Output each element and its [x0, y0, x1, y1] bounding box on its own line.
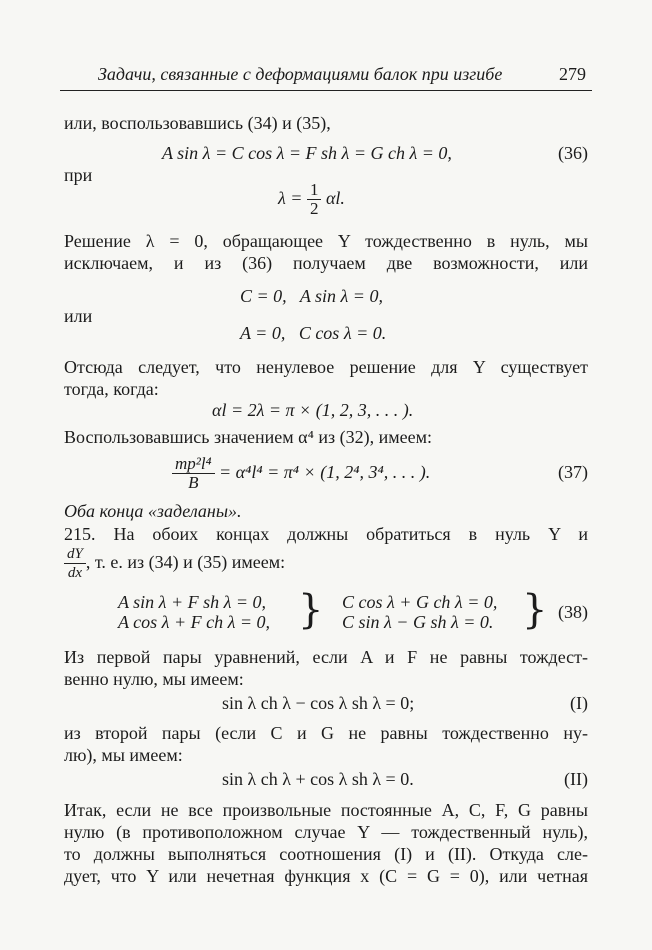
- equation-lambda: [278, 180, 345, 218]
- text-line: или: [64, 306, 93, 326]
- brace-right: }: [522, 587, 548, 633]
- text-line: тогда, когда:: [64, 379, 159, 399]
- text-line: нулю (в противоположном случае Y — тождественный нуль),: [64, 822, 588, 842]
- equation-I: sin λ ch λ − cos λ sh λ = 0;: [222, 693, 415, 713]
- equation-37: [172, 452, 430, 492]
- equation-number: (37): [558, 462, 588, 482]
- equation-38-right: [342, 592, 497, 632]
- equation-case-2: A = 0, C cos λ = 0.: [240, 323, 387, 343]
- equation-case-1: C = 0, A sin λ = 0,: [240, 286, 383, 306]
- header-rule: [60, 90, 592, 91]
- text-line: Воспользовавшись значением α⁴ из (32), имеем:: [64, 427, 433, 447]
- fraction-numerator: dY: [64, 545, 86, 564]
- equation-alpha-l: αl = 2λ = π × (1, 2, 3, . . . ).: [212, 400, 414, 420]
- text-line-with-derivative: [64, 544, 285, 582]
- equation-number: (I): [570, 693, 588, 713]
- page-number: 279: [559, 64, 586, 84]
- fraction-denominator: B: [188, 473, 199, 493]
- running-title: Задачи, связанные с деформациями балок при изгибе: [98, 64, 503, 84]
- equation-number: (II): [564, 769, 588, 789]
- eq-line: A cos λ + F ch λ = 0,: [118, 612, 271, 632]
- eq-part: αl.: [325, 188, 345, 208]
- text-line: лю), мы имеем:: [64, 745, 183, 765]
- text-line: дует, что Y или нечетная функция x (C = G = 0), или четная: [64, 866, 588, 886]
- eq-line: A sin λ + F sh λ = 0,: [118, 592, 267, 612]
- fraction: [172, 455, 215, 492]
- eq-part: λ =: [278, 188, 303, 208]
- text-line: то должны выполняться соотношения (I) и (II). Откуда сле-: [64, 844, 588, 864]
- running-header: [98, 64, 590, 85]
- text-line: Из первой пары уравнений, если A и F не равны тождест-: [64, 647, 588, 667]
- fraction-denominator: 2: [309, 199, 319, 219]
- text-line: Решение λ = 0, обращающее Y тождественно в нуль, мы: [64, 231, 588, 251]
- text-line: венно нулю, мы имеем:: [64, 669, 244, 689]
- section-title: Оба конца «заделаны».: [64, 501, 242, 521]
- equation-number: (36): [558, 143, 588, 163]
- text-line: из второй пары (если C и G не равны тождественно ну-: [64, 723, 588, 743]
- brace-right: }: [298, 587, 324, 633]
- text-part: , т. е. из (34) и (35) имеем:: [85, 552, 286, 572]
- eq-line: C cos λ + G ch λ = 0,: [342, 592, 498, 612]
- equation-36: A sin λ = C cos λ = F sh λ = G ch λ = 0,: [162, 143, 452, 163]
- text-line: исключаем, и из (36) получаем две возможности, или: [64, 253, 588, 273]
- fraction: [307, 181, 322, 218]
- fraction-denominator: dx: [67, 565, 82, 582]
- text-line: 215. На обоих концах должны обратиться в нуль Y и: [64, 524, 588, 544]
- equation-II: sin λ ch λ + cos λ sh λ = 0.: [222, 769, 414, 789]
- fraction: [64, 545, 86, 582]
- text-line: при: [64, 165, 93, 185]
- text-line: или, воспользовавшись (34) и (35),: [64, 113, 331, 133]
- eq-part: = α⁴l⁴ = π⁴ × (1, 2⁴, 3⁴, . . . ).: [219, 462, 431, 482]
- eq-line: C sin λ − G sh λ = 0.: [342, 612, 494, 632]
- fraction-numerator: 1: [307, 181, 322, 200]
- text-line: Отсюда следует, что ненулевое решение для Y существует: [64, 357, 588, 377]
- fraction-numerator: mp²l⁴: [172, 455, 215, 474]
- equation-38-left: [118, 592, 270, 632]
- text-line: Итак, если не все произвольные постоянные A, C, F, G равны: [64, 800, 588, 820]
- equation-number: (38): [558, 602, 588, 622]
